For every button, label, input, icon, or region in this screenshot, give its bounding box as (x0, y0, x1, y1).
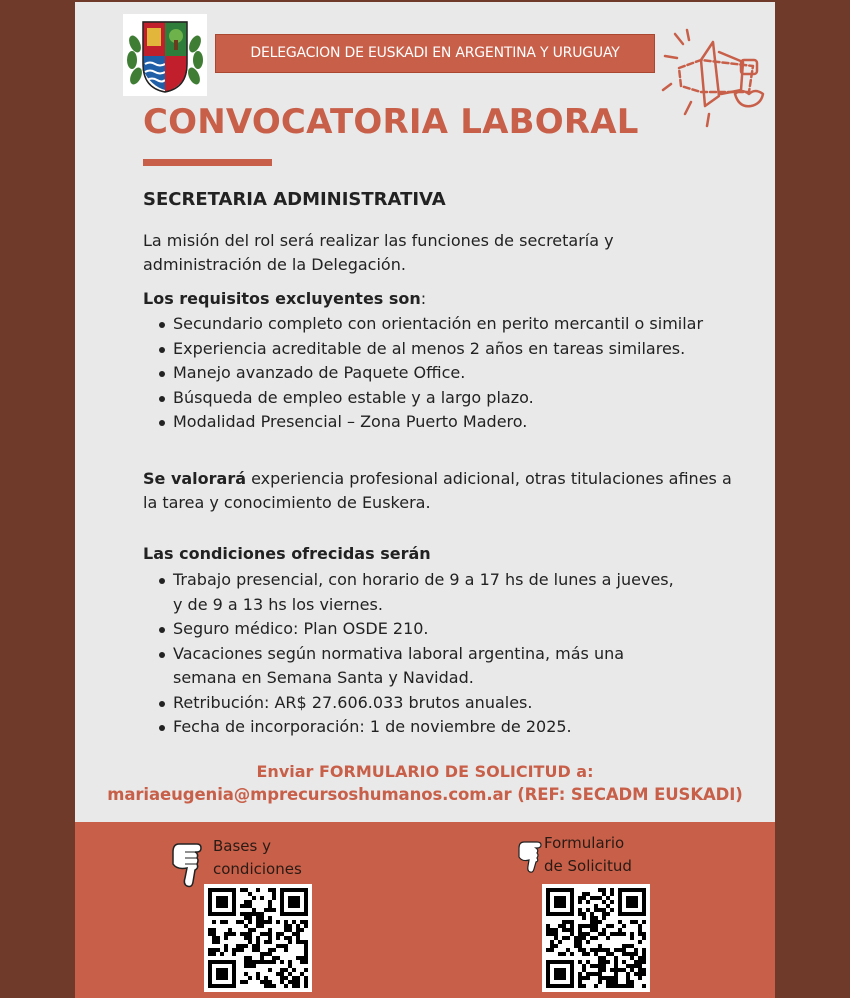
qr-code-icon[interactable] (204, 884, 312, 992)
list-item: Seguro médico: Plan OSDE 210. (159, 617, 679, 642)
list-item: Trabajo presencial, con horario de 9 a 17 hs de lunes a jueves, y de 9 a 13 hs los viernes. (159, 568, 679, 617)
list-item: Secundario completo con orientación en perito mercantil o similar (159, 312, 749, 337)
job-posting-flyer (75, 2, 775, 998)
title-underline (143, 159, 272, 166)
conditions-list (159, 568, 679, 740)
requirements-heading (143, 287, 426, 311)
delegation-banner: DELEGACION DE EUSKADI EN ARGENTINA Y URUGUAY (215, 34, 655, 73)
qr-code-icon[interactable] (542, 884, 650, 992)
mission-text: La misión del rol será realizar las funciones de secretaría y administración de la Delegación. (143, 231, 614, 274)
requirements-list (159, 312, 749, 435)
qr-bases-label (213, 835, 333, 881)
list-item: Retribución: AR$ 27.606.033 brutos anuales. (159, 691, 679, 716)
apply-label: Enviar FORMULARIO DE SOLICITUD a: (256, 762, 594, 781)
list-item: Experiencia acreditable de al menos 2 años en tareas similares. (159, 337, 749, 362)
apply-email-link[interactable]: mariaeugenia@mprecursoshumanos.com.ar (REF: SECADM EUSKADI) (107, 785, 743, 804)
list-item: Modalidad Presencial – Zona Puerto Madero. (159, 410, 749, 435)
megaphone-icon (661, 28, 773, 128)
list-item: Manejo avanzado de Paquete Office. (159, 361, 749, 386)
qr-form-label-line2: de Solicitud (544, 857, 632, 875)
qr-form-label (544, 832, 664, 878)
list-item: Vacaciones según normativa laboral argentina, más una semana en Semana Santa y Navidad. (159, 642, 679, 691)
basque-coat-of-arms-icon (123, 14, 207, 96)
pointing-hand-icon (515, 838, 545, 874)
conditions-heading: Las condiciones ofrecidas serán (143, 544, 431, 563)
qr-bases-label-line1: Bases y (213, 837, 271, 855)
role-title: SECRETARIA ADMINISTRATIVA (143, 189, 446, 210)
page-title: CONVOCATORIA LABORAL (143, 102, 639, 142)
qr-bases-label-line2: condiciones (213, 860, 302, 878)
list-item: Fecha de incorporación: 1 de noviembre de 2025. (159, 715, 679, 740)
qr-form-label-line1: Formulario (544, 834, 625, 852)
valuation-body: experiencia profesional adicional, otras titulaciones afines a la tarea y conocimiento de Euskera. (143, 469, 732, 512)
pointing-hand-icon (167, 838, 207, 890)
list-item: Búsqueda de empleo estable y a largo plazo. (159, 386, 749, 411)
requirements-heading-colon: : (420, 289, 427, 308)
requirements-heading-text: Los requisitos excluyentes son (143, 289, 421, 308)
valuation-lead: Se valorará (143, 469, 247, 488)
valuation-text (143, 467, 733, 515)
